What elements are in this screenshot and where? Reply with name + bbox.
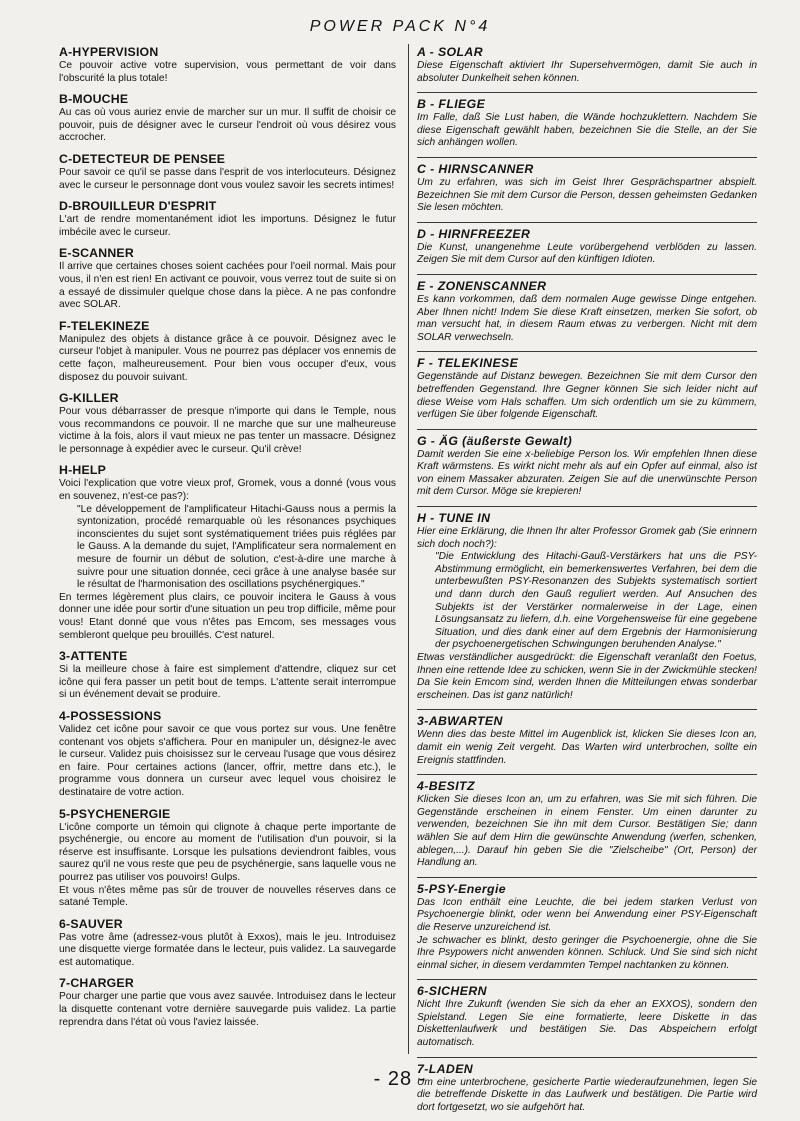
- section-title: H - TUNE IN: [417, 511, 491, 526]
- french-section: [59, 45, 396, 85]
- section-text: "Le développement de l'amplificateur Hitachi-Gauss nous a permis la syntonization, procédé remarquable où les résonances psychiques inconscientes du sujet sont systématiquement triées puis réglées par le Gauss. A la demande du sujet, l'Amplificateur sera normalement en mesure de fournir un début de solution, c'est-à-dire une marche à suivre pour une situation donnée, ceci grâce à une analyse basée sur le résultat de l'harmonisation des oscillations psychénergiques.": [77, 503, 396, 591]
- section-rule: [417, 351, 757, 352]
- section-text: Diese Eigenschaft aktiviert Ihr Supersehvermögen, damit Sie auch in absoluter Dunkelheit sehen können.: [417, 60, 757, 84]
- page-header: POWER PACK N°4: [309, 18, 491, 35]
- page-number: - 28 -: [373, 1068, 427, 1090]
- section-title: D - HIRNFREEZER: [417, 226, 531, 241]
- french-section: [59, 199, 396, 239]
- german-section: [417, 45, 757, 85]
- section-text: Et vous n'êtes même pas sûr de trouver de nouvelles réserves dans ce satané Temple.: [59, 884, 396, 909]
- section-text: Gegenstände auf Distanz bewegen. Bezeichnen Sie mit dem Cursor den betreffenden Gegenstand. Ihre Gegner können Sie sich leider nicht auf diese Weise vom Hals schaffen. Um sich ordentlich um sie zu kümmern, verfügen Sie über folgende Eigenschaft.: [417, 371, 757, 421]
- french-section: [59, 152, 396, 192]
- section-title: E-SCANNER: [59, 246, 134, 261]
- german-section: [417, 162, 757, 215]
- french-section: [59, 649, 396, 702]
- section-title: 5-PSY-Energie: [417, 881, 507, 896]
- section-title: G-KILLER: [59, 391, 119, 406]
- section-title: E - ZONENSCANNER: [417, 278, 547, 293]
- section-text: L'art de rendre momentanément idiot les importuns. Désignez le futur imbécile avec le curseur.: [59, 214, 396, 238]
- french-section: [59, 709, 396, 800]
- section-text: L'icône comporte un témoin qui clignote à chaque perte importante de psychénergie, ou encore au moment de l'utilisation d'un pouvoir, si la réserve est insuffisante. Lorsque les pulsations deviendront faibles, vous saurez qu'il ne vous reste que peu de psychénergie, sans laquelle vous ne pourrez pas utiliser vos pouvoirs! Gulps.: [59, 821, 396, 883]
- section-title: 6-SAUVER: [59, 916, 123, 931]
- section-text: Um zu erfahren, was sich im Geist Ihrer Gesprächspartner abspielt. Bezeichnen Sie mit dem Cursor die Person, dessen geheimsten Gedanken Sie lesen möchten.: [417, 176, 757, 214]
- section-title: B - FLIEGE: [417, 97, 486, 112]
- section-text: Si la meilleure chose à faire est simplement d'attendre, cliquez sur cet icône qui fera passer un petit bout de temps. L'attente serait interrompue si un événement devait se produire.: [59, 664, 396, 701]
- section-text: Um eine unterbrochene, gesicherte Partie wiederaufzunehmen, legen Sie die betreffende Diskette in das Laufwerk und bestätigen. Die Partie wird dort fortgesetzt, wo sie aufgehört hat.: [417, 1076, 757, 1113]
- section-text: Wenn dies das beste Mittel im Augenblick ist, klicken Sie dieses Icon an, damit ein wenig Zeit vergeht. Das Warten wird unterbrochen, sollte ein Ereignis stattfinden.: [417, 729, 757, 766]
- german-section: [417, 779, 757, 870]
- french-section: [59, 463, 396, 642]
- section-text: En termes légèrement plus clairs, ce pouvoir incitera le Gauss à vous donner une idée pour sortir d'une situation un peu trop difficile, même pour vous! Etant donné que vous n'êtes pas Emcom, ses messages vous sembleront quelque peu brouillés. C'est naturel.: [59, 591, 396, 641]
- german-column: [417, 45, 757, 1121]
- section-title: 6-SICHERN: [417, 984, 487, 999]
- section-rule: [417, 709, 757, 710]
- french-section: [59, 391, 396, 456]
- section-text: Pour savoir ce qu'il se passe dans l'esprit de vos interlocuteurs. Désignez avec le curseur le personnage dont vous voulez savoir les secrets intimes!: [59, 166, 396, 191]
- section-title: 4-BESITZ: [417, 779, 475, 794]
- section-title: D-BROUILLEUR D'ESPRIT: [59, 199, 217, 214]
- section-title: 3-ABWARTEN: [417, 714, 503, 729]
- section-rule: [417, 979, 757, 980]
- section-title: 3-ATTENTE: [59, 649, 128, 664]
- german-section: [417, 511, 757, 702]
- section-title: A-HYPERVISION: [59, 45, 159, 59]
- section-title: B-MOUCHE: [59, 92, 129, 107]
- section-title: F - TELEKINESE: [417, 356, 519, 371]
- french-section: [59, 319, 396, 384]
- section-text: Je schwacher es blinkt, desto geringer die Psychoenergie, ohne die Sie Ihre Psypowers nicht anwenden können. Schluck. Und Sie sind sich nicht einmal sicher, in diesem verdammten Tempel nachtanken zu können.: [417, 934, 757, 971]
- german-section: [417, 882, 757, 973]
- french-section: [59, 917, 396, 970]
- section-rule: [417, 429, 757, 430]
- section-text: Im Falle, daß Sie Lust haben, die Wände hochzuklettern. Nachdem Sie diese Eigenschaft gewählt haben, bezeichnen Sie die Stelle, an der Sie sich anhängen wollen.: [417, 112, 757, 149]
- section-text: Es kann vorkommen, daß dem normalen Auge gewisse Dinge entgehen. Aber Ihnen nicht! Indem Sie diese Kraft einsetzen, merken Sie sofort, ob man versucht hat, in diesem Raum etwas zu verbergen. Nicht mit dem SOLAR verwechseln.: [417, 293, 757, 343]
- section-title: H-HELP: [59, 463, 106, 478]
- german-section: [417, 356, 757, 421]
- french-section: [59, 246, 396, 311]
- section-rule: [417, 506, 757, 507]
- section-text: Manipulez des objets à distance grâce à ce pouvoir. Désignez avec le curseur l'objet à manipuler. Vous ne pourrez pas déplacer vos ennemis de cette façon, malheureusement. Pour bien vous occuper d'eux, vous disposez du pouvoir suivant.: [59, 333, 396, 383]
- section-text: "Die Entwicklung des Hitachi-Gauß-Verstärkers hat uns die PSY-Abstimmung ermöglicht, ein bemerkenswertes Verfahren, bei dem die unterbewußten PSY-Resonanzen des Subjekts systematisch sortiert und dann durch den Gauß reguliert werden. Auf Ansuchen des Subjekts ist der Verstärker normalerweise in der Lage, einen Lösungsansatz zu liefern, d.h. eine Vorgehensweise für eine gegebene Situation, und dies dank einer auf dem Ergebnis der Harmonisierung der psychoenergetischen Schwingungen beruhenden Analyse.": [435, 551, 757, 651]
- section-title: 7-LADEN: [417, 1061, 474, 1076]
- section-rule: [417, 157, 757, 158]
- german-section: [417, 227, 757, 267]
- section-text: Au cas où vous auriez envie de marcher sur un mur. Il suffit de choisir ce pouvoir, puis de désigner avec le curseur l'endroit où vous désirez vous accrocher.: [59, 107, 396, 144]
- french-section: [59, 976, 396, 1029]
- german-section: [417, 279, 757, 344]
- section-rule: [417, 92, 757, 93]
- section-rule: [417, 774, 757, 775]
- section-rule: [417, 222, 757, 223]
- section-text: Das Icon enthält eine Leuchte, die bei jedem starken Verlust von Psychoenergie blinkt, oder wenn bei Anwendung einer PSY-Eigenschaft die Reserve unzureichend ist.: [417, 896, 757, 933]
- section-text: Klicken Sie dieses Icon an, um zu erfahren, was Sie mit sich führen. Die Gegenstände erscheinen in einem Fenster. Um einen darunter zu verwenden, bezeichnen Sie ihn mit dem Cursor. Bestätigen Sie; dann wählen Sie auf dem Hirn die gewünschte Anwendung (werfen, schenken, ablegen,...). Darauf hin geben Sie die "Zielscheibe" (Ort, Person) der Handlung an.: [417, 794, 757, 869]
- section-text: Il arrive que certaines choses soient cachées pour l'oeil normal. Mais pour vous, il n'en est rien! En activant ce pouvoir, vous verrez tout de suite si on a essayé de dissimuler quelque chose dans la pièce. A ne pas confondre avec SOLAR.: [59, 261, 396, 311]
- section-text: Ce pouvoir active votre supervision, vous permettant de voir dans l'obscurité la plus totale!: [59, 60, 396, 84]
- section-title: A - SOLAR: [417, 45, 483, 59]
- section-title: C - HIRNSCANNER: [417, 161, 534, 176]
- section-text: Pour charger une partie que vous avez sauvée. Introduisez dans le lecteur la disquette contenant votre dernière sauvegarde puis validez. La partie reprendra dans l'état où vous l'aviez laissée.: [59, 991, 396, 1028]
- section-title: 4-POSSESSIONS: [59, 708, 162, 723]
- column-divider: [408, 44, 409, 1054]
- section-title: C-DETECTEUR DE PENSEE: [59, 151, 226, 166]
- section-text: Hier eine Erklärung, die Ihnen Ihr alter Professor Gromek gab (Sie erinnern sich doch noch?):: [417, 526, 757, 550]
- section-title: F-TELEKINEZE: [59, 318, 150, 333]
- german-section: [417, 434, 757, 499]
- french-section: [59, 92, 396, 145]
- section-text: Damit werden Sie eine x-beliebige Person los. Wir empfehlen Ihnen diese Kraft wärmstens. Es wirkt nicht mehr als auf ein Opfer auf einmal, also ist von einem Massaker abzuraten. Zeigen Sie auf die unerwünschte Person mit dem Cursor. Möge sie krepieren!: [417, 448, 757, 498]
- section-text: Validez cet icône pour savoir ce que vous portez sur vous. Une fenêtre contenant vos objets s'affichera. Pour en manipuler un, désignez-le avec le curseur. Validez puis choisissez sur le cerveau l'usage que vous désirez en faire. Pour certaines actions (lancer, offrir, mettre dans etc.), le programme vous donnera un curseur avec lequel vous choisirez le destinataire de votre action.: [59, 723, 396, 798]
- section-text: Die Kunst, unangenehme Leute vorübergehend verblöden zu lassen. Zeigen Sie mit dem Cursor auf den künftigen Idioten.: [417, 241, 757, 266]
- section-text: Nicht Ihre Zukunft (wenden Sie sich da eher an EXXOS), sondern den Spielstand. Legen Sie eine formatierte, leere Diskette in das Diskettenlaufwerk und bestätigen Sie. Das Abspeichern erfolgt automatisch.: [417, 999, 757, 1049]
- french-column: [59, 45, 396, 1036]
- section-rule: [417, 1057, 757, 1058]
- section-title: G - ÄG (äußerste Gewalt): [417, 433, 573, 448]
- section-text: Etwas verständlicher ausgedrückt: die Eigenschaft veranlaßt den Foetus, Ihnen eine rettende Idee zu schicken, wenn Sie in der Zwickmühle stecken! Da Sie kein Emcom sind, werden Ihnen die Mitteilungen etwas sonderbar erscheinen. Das ist ganz natürlich!: [417, 652, 757, 701]
- section-rule: [417, 274, 757, 275]
- german-section: [417, 984, 757, 1049]
- section-text: Pour vous débarrasser de presque n'importe qui dans le Temple, nous vous recommandons ce pouvoir. Il ne marche que sur une malheureuse victime à la fois, alors il vaut mieux ne pas tenter un massacre. Désignez le personnage à expédier avec le curseur. Qu'il crève!: [59, 406, 396, 455]
- french-section: [59, 807, 396, 910]
- section-text: Voici l'explication que votre vieux prof, Gromek, vous a donné (vous vous en souvenez, n'est-ce pas?):: [59, 478, 396, 503]
- german-section: [417, 714, 757, 767]
- german-section: [417, 97, 757, 150]
- section-title: 5-PSYCHENERGIE: [59, 806, 171, 821]
- section-title: 7-CHARGER: [59, 976, 134, 991]
- section-text: Pas votre âme (adressez-vous plutôt à Exxos), mais le jeu. Introduisez une disquette vierge formatée dans le lecteur, puis validez. La sauvegarde est automatique.: [59, 931, 396, 968]
- section-rule: [417, 877, 757, 878]
